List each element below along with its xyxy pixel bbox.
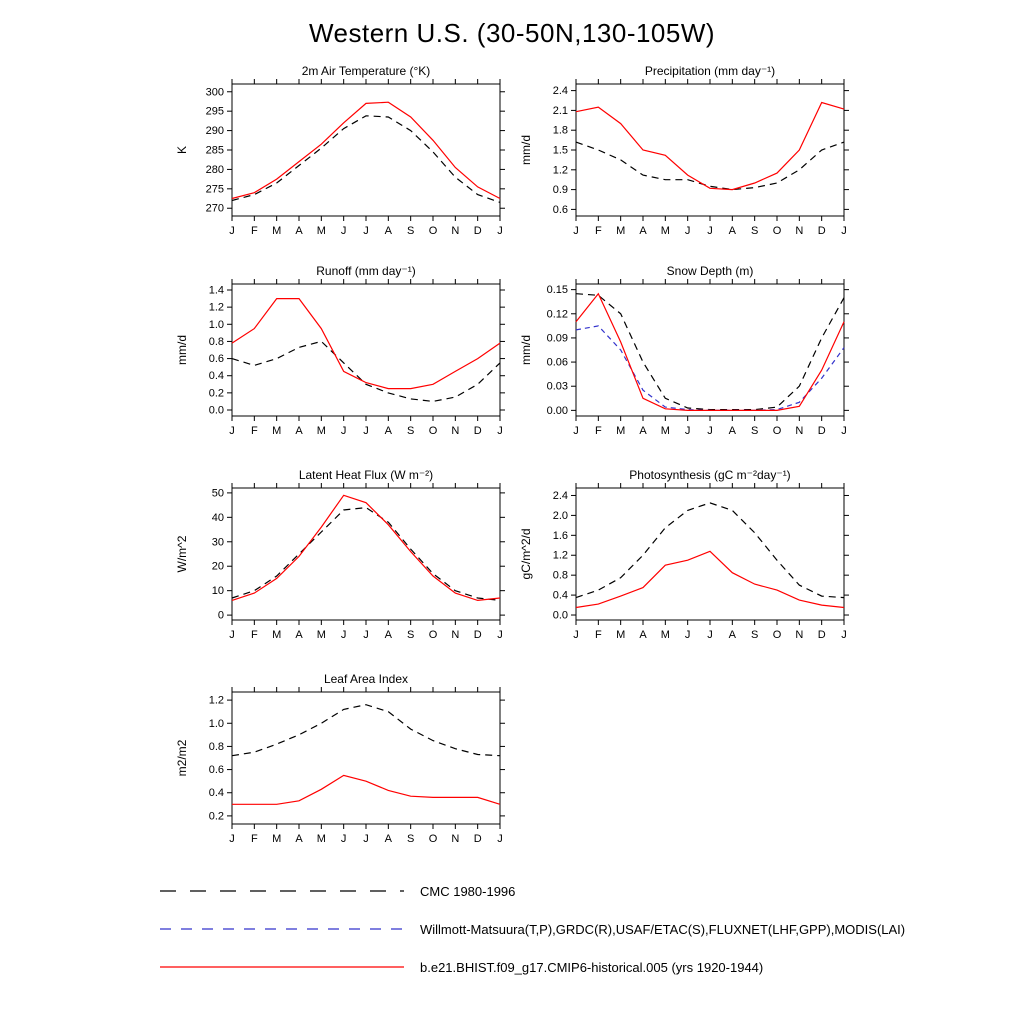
svg-text:J: J (229, 225, 235, 237)
svg-text:275: 275 (205, 183, 224, 196)
chart-svg (172, 60, 516, 250)
chart-photosynthesis (516, 464, 860, 654)
svg-text:M: M (316, 833, 326, 845)
svg-text:40: 40 (211, 511, 224, 524)
chart-series-line (232, 775, 500, 804)
legend-row-model (158, 948, 905, 986)
svg-text:J: J (229, 833, 235, 845)
svg-text:50: 50 (211, 487, 224, 500)
chart-series-line (232, 495, 500, 600)
svg-text:M: M (316, 225, 326, 237)
legend-line-red-solid (158, 960, 406, 974)
svg-text:J: J (841, 225, 847, 237)
svg-text:0.2: 0.2 (208, 810, 224, 823)
svg-text:O: O (428, 425, 438, 437)
x-axis-ticks (229, 483, 503, 641)
legend-line-sample (158, 884, 406, 898)
svg-text:1.6: 1.6 (552, 529, 568, 542)
chart-series-line (232, 341, 500, 401)
svg-text:2.1: 2.1 (552, 104, 568, 117)
svg-text:N: N (451, 629, 460, 641)
x-axis-ticks (229, 79, 503, 237)
svg-text:J: J (340, 629, 347, 641)
svg-text:J: J (497, 225, 503, 237)
svg-text:0.09: 0.09 (546, 332, 568, 345)
svg-text:0.12: 0.12 (546, 308, 568, 321)
x-axis-ticks (573, 79, 847, 237)
legend-label: Willmott-Matsuura(T,P),GRDC(R),USAF/ETAC(S),FLUXNET(LHF,GPP),MODIS(LAI) (420, 921, 906, 937)
svg-text:A: A (728, 425, 737, 437)
svg-text:A: A (728, 225, 737, 237)
legend-line-blue-dashed (158, 922, 406, 936)
chart-title: Latent Heat Flux (W m⁻²) (298, 468, 434, 482)
svg-text:M: M (272, 425, 282, 437)
chart-series-line (576, 142, 844, 190)
chart-series-line (232, 705, 500, 756)
chart-series-line (232, 508, 500, 601)
svg-text:1.5: 1.5 (552, 144, 568, 157)
svg-text:F: F (250, 225, 258, 237)
svg-text:N: N (451, 425, 460, 437)
svg-text:0.6: 0.6 (208, 764, 224, 777)
svg-text:D: D (473, 225, 482, 237)
svg-text:285: 285 (205, 144, 224, 157)
svg-text:0.6: 0.6 (552, 203, 568, 216)
svg-text:0.4: 0.4 (552, 589, 568, 602)
svg-text:0.15: 0.15 (546, 284, 568, 297)
legend (158, 872, 905, 986)
svg-text:2.4: 2.4 (552, 489, 568, 502)
svg-text:J: J (497, 833, 503, 845)
svg-text:N: N (795, 425, 804, 437)
svg-text:F: F (250, 833, 258, 845)
chart-latent-heat-flux (172, 464, 516, 654)
svg-text:A: A (295, 425, 303, 437)
svg-text:M: M (616, 225, 626, 237)
legend-line-sample (158, 922, 406, 936)
y-axis-ticks (553, 85, 849, 216)
chart-svg (172, 260, 516, 450)
svg-text:0.6: 0.6 (208, 353, 224, 366)
y-axis-ticks (209, 695, 505, 823)
svg-text:J: J (497, 425, 503, 437)
svg-text:J: J (684, 629, 691, 641)
svg-text:O: O (772, 225, 782, 237)
x-axis-ticks (229, 279, 503, 437)
x-axis-ticks (573, 279, 847, 437)
svg-text:S: S (406, 629, 415, 641)
svg-text:J: J (497, 629, 503, 641)
svg-text:0.4: 0.4 (208, 370, 224, 383)
svg-text:M: M (616, 629, 626, 641)
y-axis-label: K (175, 145, 189, 155)
svg-text:F: F (594, 225, 602, 237)
plot-frame (576, 284, 844, 416)
svg-text:M: M (660, 629, 670, 641)
svg-text:295: 295 (205, 105, 224, 118)
svg-text:M: M (316, 425, 326, 437)
chart-svg (516, 60, 860, 250)
chart-series-line (576, 503, 844, 598)
svg-text:A: A (728, 629, 737, 641)
plot-frame (232, 488, 500, 620)
svg-text:F: F (250, 629, 258, 641)
legend-row-cmc (158, 872, 905, 910)
y-axis-ticks (209, 285, 505, 417)
svg-text:M: M (272, 833, 282, 845)
y-axis-label: mm/d (519, 335, 533, 365)
svg-text:A: A (384, 629, 393, 641)
chart-series-line (576, 294, 844, 411)
svg-text:0.4: 0.4 (208, 787, 224, 800)
svg-text:M: M (660, 225, 670, 237)
svg-text:J: J (707, 425, 713, 437)
svg-text:1.2: 1.2 (552, 164, 568, 177)
svg-text:0.8: 0.8 (208, 335, 224, 348)
svg-text:J: J (363, 425, 369, 437)
y-axis-label: mm/d (519, 135, 533, 165)
x-axis-ticks (573, 483, 847, 641)
legend-label: CMC 1980-1996 (420, 883, 516, 899)
y-axis-label: W/m^2 (175, 535, 189, 573)
svg-text:M: M (660, 425, 670, 437)
svg-text:2.4: 2.4 (552, 85, 568, 98)
svg-text:J: J (229, 629, 235, 641)
svg-text:N: N (451, 225, 460, 237)
svg-text:A: A (639, 225, 647, 237)
svg-text:O: O (428, 225, 438, 237)
svg-text:J: J (573, 629, 579, 641)
svg-text:J: J (340, 833, 347, 845)
chart-precipitation (516, 60, 860, 250)
svg-text:O: O (772, 629, 782, 641)
svg-text:D: D (817, 425, 826, 437)
svg-text:A: A (384, 225, 393, 237)
svg-text:10: 10 (211, 585, 224, 598)
svg-text:F: F (594, 629, 602, 641)
svg-text:J: J (363, 629, 369, 641)
svg-text:A: A (295, 833, 303, 845)
svg-text:M: M (272, 225, 282, 237)
chart-svg (172, 464, 516, 654)
svg-text:S: S (750, 629, 759, 641)
chart-series-line (576, 294, 844, 410)
svg-text:A: A (384, 833, 393, 845)
svg-text:1.0: 1.0 (208, 717, 224, 730)
svg-text:2.0: 2.0 (552, 509, 568, 522)
svg-text:O: O (428, 629, 438, 641)
legend-line-sample (158, 960, 406, 974)
svg-text:D: D (473, 425, 482, 437)
svg-text:O: O (428, 833, 438, 845)
svg-text:290: 290 (205, 125, 224, 138)
svg-text:0.8: 0.8 (552, 569, 568, 582)
svg-text:M: M (616, 425, 626, 437)
svg-text:1.2: 1.2 (208, 694, 224, 707)
svg-text:0.03: 0.03 (546, 380, 568, 393)
chart-leaf-area-index (172, 668, 516, 858)
svg-text:M: M (316, 629, 326, 641)
svg-text:M: M (272, 629, 282, 641)
svg-text:A: A (639, 629, 647, 641)
y-axis-label: gC/m^2/d (519, 528, 533, 580)
chart-title: Photosynthesis (gC m⁻²day⁻¹) (629, 468, 791, 482)
svg-text:F: F (594, 425, 602, 437)
svg-text:1.2: 1.2 (552, 549, 568, 562)
svg-text:0.0: 0.0 (208, 404, 224, 417)
y-axis-label: m2/m2 (175, 739, 189, 777)
svg-text:A: A (295, 225, 303, 237)
svg-text:0.06: 0.06 (546, 356, 568, 369)
svg-text:0.2: 0.2 (208, 387, 224, 400)
svg-text:270: 270 (205, 202, 224, 215)
chart-series-line (232, 102, 500, 198)
y-axis-label: mm/d (175, 335, 189, 365)
plot-frame (576, 488, 844, 620)
legend-line-black-dashed (158, 884, 406, 898)
svg-text:J: J (707, 629, 713, 641)
chart-title: Runoff (mm day⁻¹) (316, 264, 416, 278)
svg-text:S: S (750, 425, 759, 437)
svg-text:J: J (340, 225, 347, 237)
chart-title: Precipitation (mm day⁻¹) (644, 64, 776, 78)
chart-svg (172, 668, 516, 858)
svg-text:N: N (795, 225, 804, 237)
chart-runoff (172, 260, 516, 450)
svg-text:1.0: 1.0 (208, 318, 224, 331)
y-axis-ticks (212, 487, 505, 621)
svg-text:D: D (817, 225, 826, 237)
svg-text:S: S (406, 833, 415, 845)
chart-title: Snow Depth (m) (666, 264, 754, 278)
svg-text:D: D (817, 629, 826, 641)
svg-text:1.2: 1.2 (208, 301, 224, 314)
svg-text:S: S (750, 225, 759, 237)
svg-text:30: 30 (211, 536, 224, 549)
svg-text:A: A (295, 629, 303, 641)
svg-text:20: 20 (211, 560, 224, 573)
svg-text:A: A (639, 425, 647, 437)
chart-series-line (576, 103, 844, 190)
svg-text:D: D (473, 629, 482, 641)
y-axis-ticks (206, 86, 505, 214)
svg-text:J: J (841, 425, 847, 437)
svg-text:O: O (772, 425, 782, 437)
svg-text:0.00: 0.00 (546, 404, 568, 417)
svg-text:300: 300 (205, 86, 224, 99)
chart-2m-air-temperature (172, 60, 516, 250)
legend-label: b.e21.BHIST.f09_g17.CMIP6-historical.005 (yrs 1920-1944) (420, 959, 764, 975)
svg-text:0.9: 0.9 (552, 184, 568, 197)
svg-text:A: A (384, 425, 393, 437)
svg-text:J: J (684, 225, 691, 237)
svg-text:0.8: 0.8 (208, 740, 224, 753)
chart-svg (516, 260, 860, 450)
svg-text:J: J (707, 225, 713, 237)
svg-text:1.8: 1.8 (552, 124, 568, 137)
svg-text:N: N (795, 629, 804, 641)
legend-row-obs (158, 910, 905, 948)
svg-text:D: D (473, 833, 482, 845)
svg-text:280: 280 (205, 163, 224, 176)
chart-title: Leaf Area Index (323, 672, 409, 686)
plot-frame (576, 84, 844, 216)
svg-text:J: J (841, 629, 847, 641)
svg-text:0.0: 0.0 (552, 609, 568, 622)
chart-snow-depth (516, 260, 860, 450)
svg-text:J: J (573, 425, 579, 437)
svg-text:N: N (451, 833, 460, 845)
chart-series-line (576, 326, 844, 411)
svg-text:0: 0 (217, 609, 224, 622)
chart-series-line (232, 299, 500, 389)
svg-text:J: J (340, 425, 347, 437)
figure-title: Western U.S. (30-50N,130-105W) (308, 18, 716, 48)
svg-text:F: F (250, 425, 258, 437)
svg-text:S: S (406, 425, 415, 437)
svg-text:J: J (229, 425, 235, 437)
svg-text:S: S (406, 225, 415, 237)
chart-title: 2m Air Temperature (°K) (301, 64, 431, 78)
svg-text:J: J (684, 425, 691, 437)
chart-series-line (232, 116, 500, 203)
svg-text:J: J (573, 225, 579, 237)
svg-text:J: J (363, 833, 369, 845)
chart-svg (516, 464, 860, 654)
chart-series-line (576, 551, 844, 607)
svg-text:1.4: 1.4 (208, 284, 224, 297)
svg-text:J: J (363, 225, 369, 237)
x-axis-ticks (229, 687, 503, 845)
